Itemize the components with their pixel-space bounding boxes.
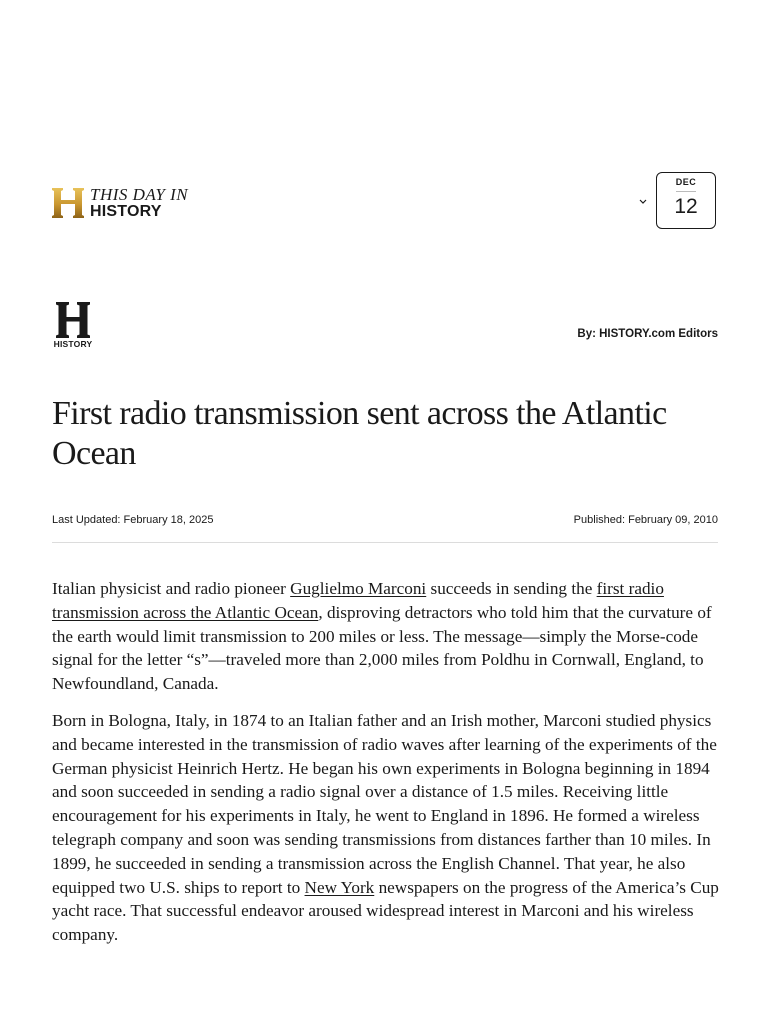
article-dates (52, 514, 718, 543)
history-logo-label: HISTORY (53, 339, 93, 349)
date-divider (676, 191, 696, 192)
site-header (52, 172, 718, 232)
byline: By: HISTORY.com Editors (577, 328, 718, 340)
paragraph-text: , disproving detractors who told him that the curvature of the earth would limit transmission to 200 miles or less. The message—simply the Morse-code signal for the letter “s”—traveled more than 2,000 miles from Poldhu in Cornwall, England, to Newfoundland, Canada. (52, 602, 712, 694)
history-h-icon (52, 302, 94, 338)
date-month: DEC (675, 177, 697, 187)
history-author-logo[interactable] (52, 302, 94, 350)
published-date: Published: February 09, 2010 (573, 514, 718, 526)
paragraph-text: newspapers on the progress of the America’s Cup yacht race. That successful endeavor aroused widespread interest in Marconi and his wireless company. (52, 877, 719, 945)
paragraph-text: Italian physicist and radio pioneer (52, 579, 291, 598)
date-day: 12 (674, 195, 698, 218)
brand-wordmark (90, 186, 188, 220)
article-title: First radio transmission sent across the Atlantic Ocean (52, 395, 667, 472)
article-paragraph (52, 577, 720, 696)
byline-row (52, 302, 718, 350)
paragraph-text: succeeds in sending the (426, 579, 597, 598)
chevron-down-icon[interactable] (636, 194, 650, 208)
paragraph-text: Born in Bologna, Italy, in 1874 to an Italian father and an Irish mother, Marconi studied physics and became interested in the transmission of radio waves after learning of the experiments of the German physicist Heinrich Hertz. He began his own experiments in Bologna beginning in 1894 and soon succeeded in sending a radio signal over a distance of 1.5 miles. Receiving little encouragement for his experiments in Italy, he went to England in 1896. He formed a wireless telegraph company and soon was sending transmissions from distances farther than 10 miles. In 1899, he succeeded in sending a transmission across the English Channel. That year, he also equipped two U.S. ships to report to (52, 710, 717, 897)
link-guglielmo-marconi[interactable]: Guglielmo Marconi (290, 579, 427, 598)
date-picker-button[interactable] (656, 172, 716, 229)
brand-line-2: HISTORY (90, 203, 162, 220)
article-body (52, 577, 720, 960)
this-day-in-history-logo[interactable] (52, 186, 188, 220)
last-updated-date: Last Updated: February 18, 2025 (52, 514, 214, 526)
link-new-york[interactable]: New York (304, 877, 375, 897)
link-first-radio-transmission[interactable]: first radio transmission across the Atlantic Ocean (52, 579, 664, 622)
history-h-gold-icon (52, 188, 84, 218)
article-paragraph (52, 709, 720, 947)
brand-line-1: THIS DAY IN (90, 185, 189, 204)
